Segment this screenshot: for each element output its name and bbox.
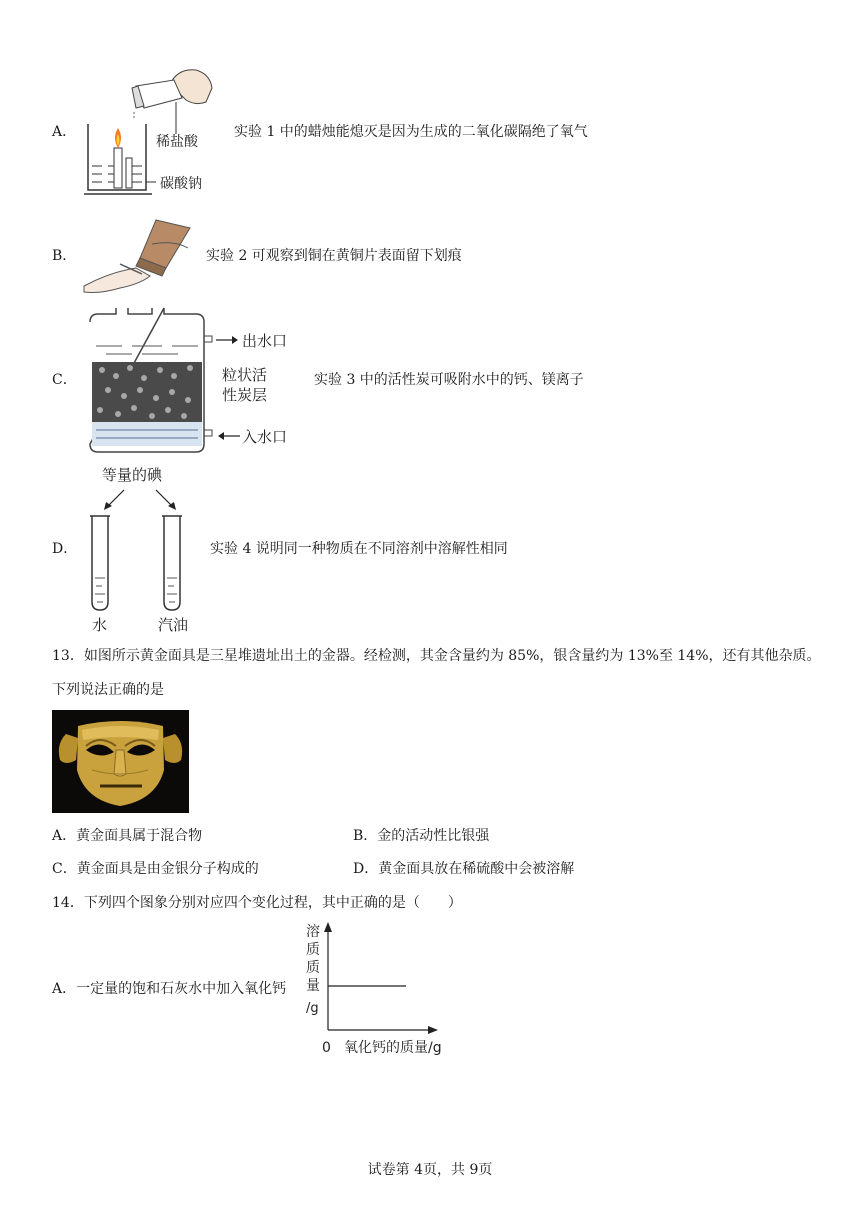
q14-option-a: A．一定量的饱和石灰水中加入氧化钙 (52, 981, 287, 997)
option-a-letter: A． (52, 124, 77, 140)
acid-label: 稀盐酸 (156, 134, 198, 150)
option-d-letter: D． (52, 541, 78, 557)
ylabel-char-2: 质 (306, 942, 320, 958)
outlet-label: 出水口 (242, 332, 288, 350)
carbon-label-line1: 粒状活 (222, 366, 268, 384)
iodine-label: 等量的碘 (102, 466, 163, 484)
q13-option-d: D．黄金面具放在稀硫酸中会被溶解 (353, 861, 575, 877)
page-footer: 试卷第 4页，共 9页 (367, 1162, 493, 1178)
carbon-label-line2: 性炭层 (222, 386, 268, 404)
ylabel-unit: /g (306, 1001, 319, 1016)
golden-mask-image (52, 710, 189, 813)
sodium-carbonate-label: 碳酸钠 (160, 176, 202, 192)
q13-option-a: A．黄金面具属于混合物 (52, 828, 203, 844)
water-filter-figure (82, 306, 304, 454)
ylabel-char-4: 量 (306, 978, 320, 994)
q14-stem: 14．下列四个图象分别对应四个变化过程，其中正确的是（ ） (52, 895, 462, 911)
option-c-text: 实验 3 中的活性炭可吸附水中的钙、镁离子 (314, 372, 584, 388)
xlabel: 氧化钙的质量/g (344, 1040, 442, 1056)
water-tube-label: 水 (92, 616, 108, 634)
option-a-text: 实验 1 中的蜡烛能熄灭是因为生成的二氧化碳隔绝了氧气 (234, 124, 588, 140)
q13-stem: 13．如图所示黄金面具是三星堆遗址出土的金器。经检测，其金含量约为 85%，银含量约为 13%至 14%，还有其他杂质。下列说法正确的是 (52, 648, 821, 698)
option-b-text: 实验 2 可观察到铜在黄铜片表面留下划痕 (206, 248, 462, 264)
iodine-solubility-figure (80, 462, 200, 636)
option-b-letter: B． (52, 248, 77, 264)
q13-option-b: B．金的活动性比银强 (353, 828, 490, 844)
candle-experiment-figure (78, 62, 238, 202)
q13-option-c: C．黄金面具是由金银分子构成的 (52, 861, 259, 877)
ylabel-char-1: 溶 (306, 924, 320, 940)
option-c-letter: C． (52, 372, 77, 388)
gasoline-tube-label: 汽油 (158, 616, 189, 634)
origin-label: 0 (322, 1040, 331, 1056)
ylabel-char-3: 质 (306, 960, 320, 976)
inlet-label: 入水口 (242, 428, 288, 446)
lime-water-graph (298, 920, 458, 1058)
scratch-experiment-figure (80, 214, 196, 296)
option-d-text: 实验 4 说明同一种物质在不同溶剂中溶解性相同 (210, 541, 508, 557)
